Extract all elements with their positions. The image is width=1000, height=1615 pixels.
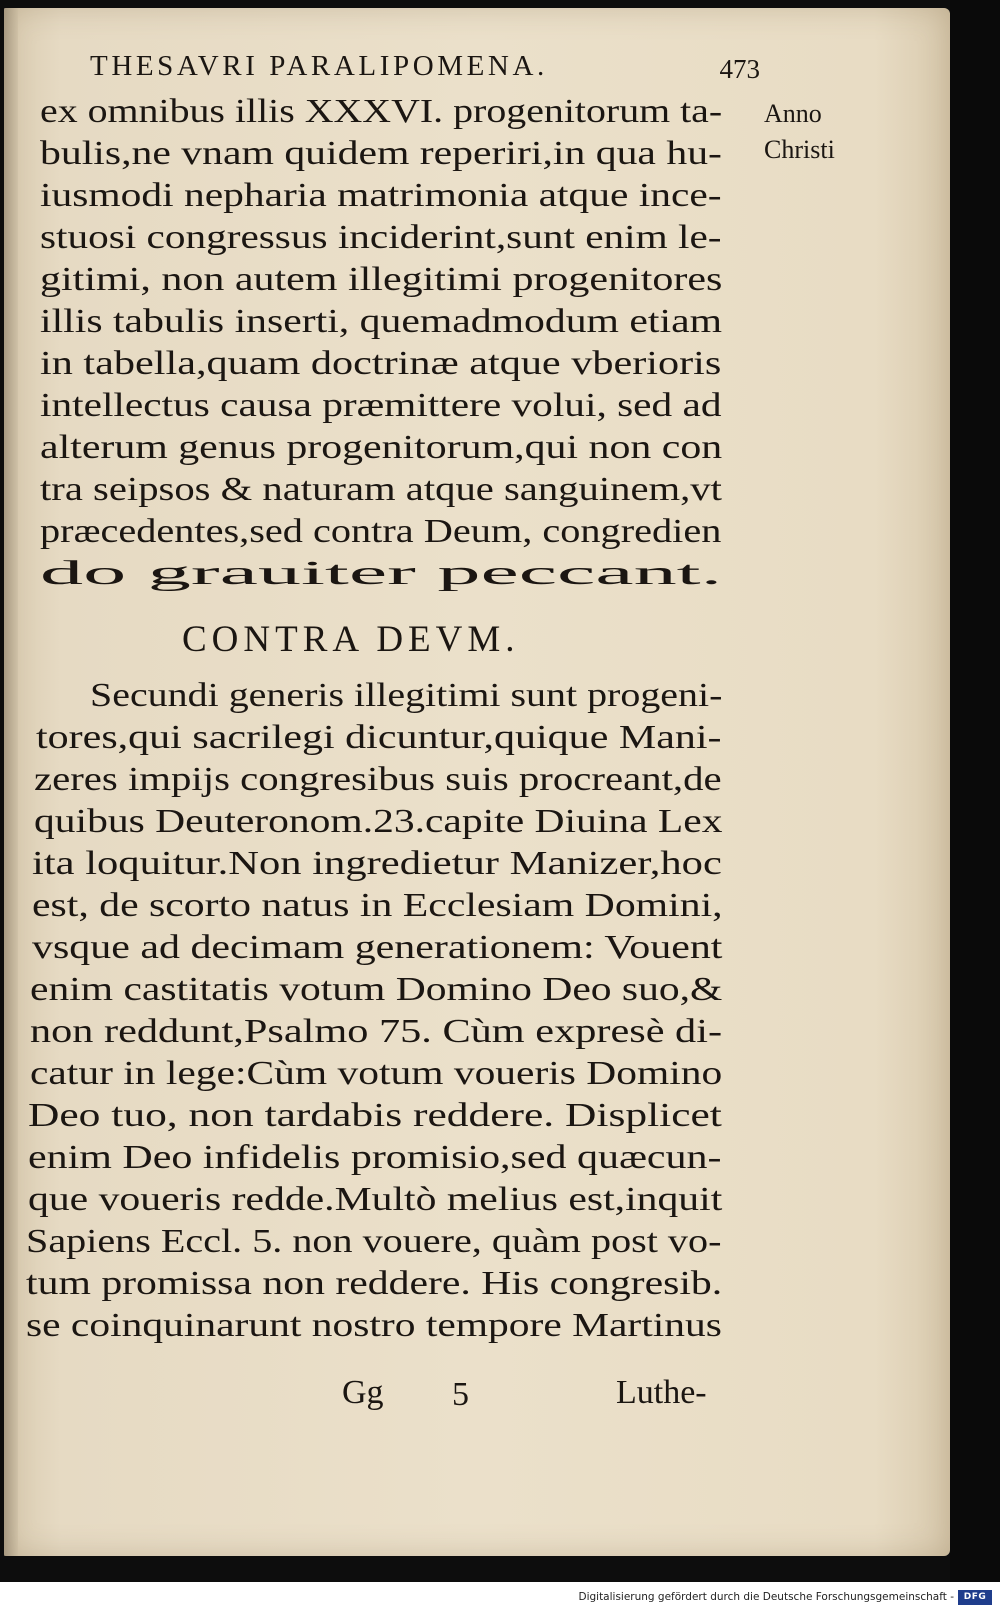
text-line: stuosi congressus inciderint,sunt enim le-	[40, 219, 722, 256]
book-page	[4, 8, 950, 1556]
text-line: tores,qui sacrilegi dicuntur,quique Mani-	[36, 719, 722, 756]
text-line: præcedentes,sed contra Deum, congredien	[40, 513, 722, 550]
text-line: in tabella,quam doctrinæ atque vberioris	[40, 345, 722, 382]
text-line: enim castitatis votum Domino Deo suo,&	[30, 971, 723, 1008]
margin-note-line: Anno	[764, 99, 822, 128]
text-line: vsque ad decimam generationem: Vouent	[32, 929, 723, 966]
text-line: tum promissa non reddere. His congresib.	[26, 1265, 723, 1302]
text-line: Sapiens Eccl. 5. non vouere, quàm post vo-	[26, 1223, 722, 1260]
text-line: ita loquitur.Non ingredietur Manizer,hoc	[32, 845, 722, 882]
text-line: est, de scorto natus in Ecclesiam Domini,	[32, 887, 723, 924]
margin-note-line: Christi	[764, 135, 835, 164]
text-line: Deo tuo, non tardabis reddere. Displicet	[28, 1097, 722, 1134]
text-line: zeres impijs congresibus suis procreant,de	[34, 761, 722, 798]
text-line: bulis,ne vnam quidem reperiri,in qua hu-	[40, 135, 722, 172]
credit-text: Digitalisierung gefördert durch die Deutsche Forschungsgemeinschaft -	[578, 1591, 954, 1603]
page-number: 473	[719, 54, 760, 84]
text-body	[4, 8, 950, 1556]
text-line: alterum genus progenitorum,qui non con	[40, 429, 723, 466]
running-title: THESAVRI PARALIPOMENA.	[90, 50, 548, 82]
text-line: quibus Deuteronom.23.capite Diuina Lex	[34, 803, 723, 840]
text-line: illis tabulis inserti, quemadmodum etiam	[40, 303, 723, 340]
text-line: Secundi generis illegitimi sunt progeni-	[90, 677, 723, 714]
scan-background-edge	[950, 0, 1000, 1582]
text-line: enim Deo infidelis promisio,sed quæcun-	[28, 1139, 722, 1176]
signature-mark: Gg	[342, 1374, 384, 1411]
digitization-credit-bar	[0, 1582, 1000, 1615]
text-line: gitimi, non autem illegitimi progenitores	[40, 261, 723, 298]
text-line: se coinquinarunt nostro tempore Martinus	[26, 1307, 722, 1344]
section-heading: CONTRA DEVM.	[182, 619, 520, 660]
catchword: Luthe-	[616, 1374, 707, 1411]
signature-number: 5	[452, 1376, 469, 1413]
text-line: do grauiter peccant.	[40, 555, 723, 592]
text-line: que voueris redde.Multò melius est,inquit	[28, 1181, 723, 1218]
text-line: ex omnibus illis XXXVI. progenitorum ta-	[40, 93, 723, 130]
text-line: catur in lege:Cùm votum voueris Domino	[30, 1055, 723, 1092]
text-line: tra seipsos & naturam atque sanguinem,vt	[40, 471, 722, 508]
dfg-logo: DFG	[958, 1590, 992, 1605]
text-line: non reddunt,Psalmo 75. Cùm expresè di-	[30, 1013, 723, 1050]
text-line: intellectus causa præmittere volui, sed ad	[40, 387, 722, 424]
text-line: iusmodi nepharia matrimonia atque ince-	[40, 177, 722, 214]
